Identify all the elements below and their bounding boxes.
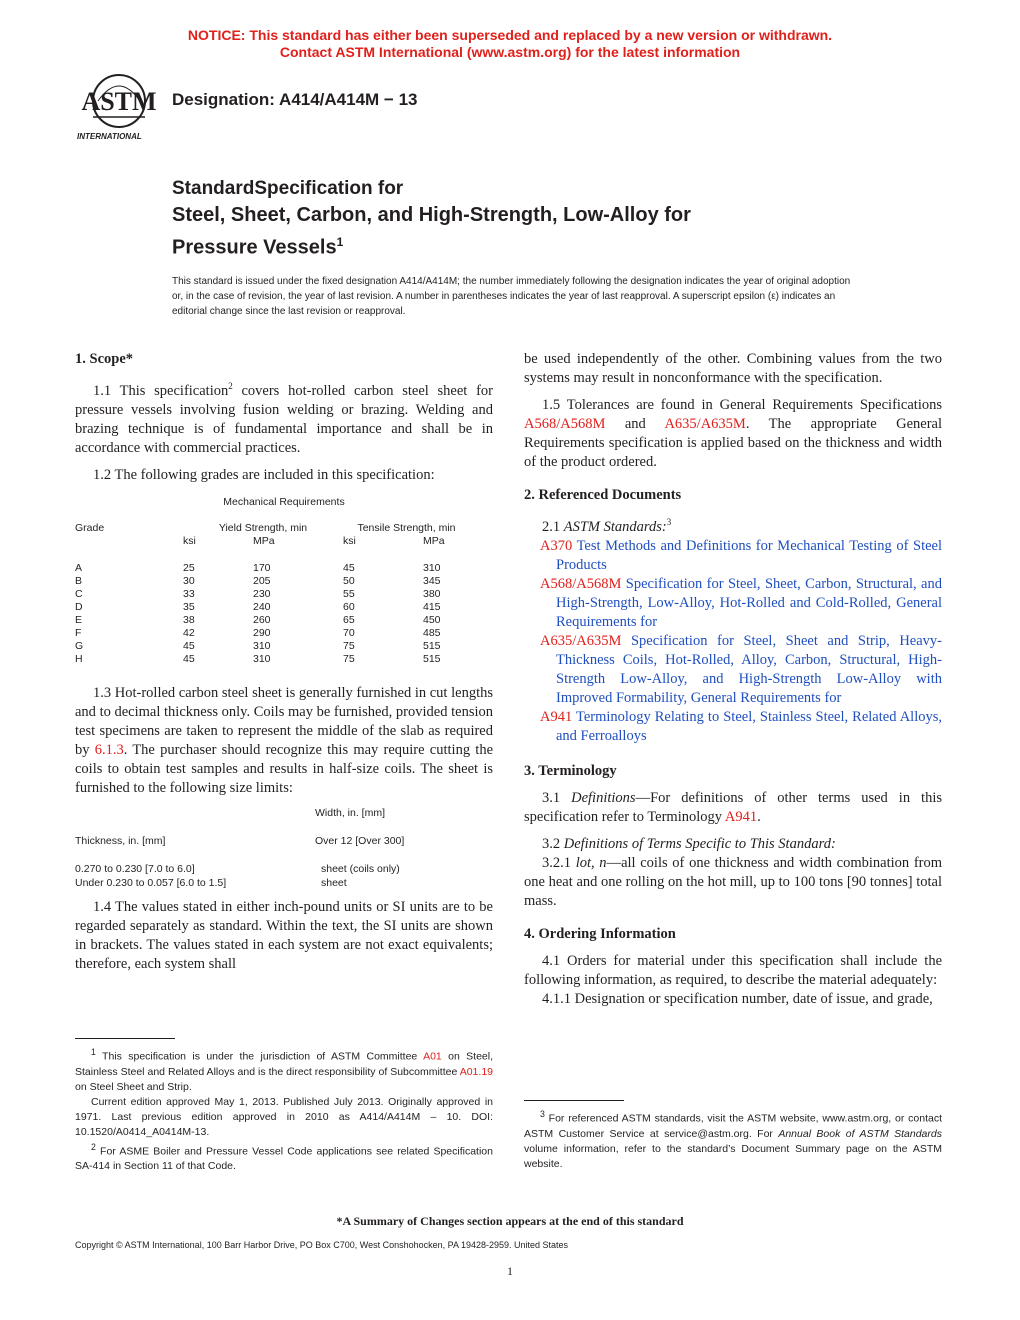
footnote-3-it: Annual Book of ASTM Standards xyxy=(778,1127,942,1140)
grade-cell: 35 xyxy=(183,600,195,613)
grade-cell: A xyxy=(75,561,83,574)
para-1-5-c: . The appropriate General Requirements specification is applied based on the thickness and width of the product ordered. xyxy=(524,416,942,470)
para-1-3-b: . The purchaser should recognize this may require cutting the coils to obtain test samples and results in half-size coils. The sheet is furnished to the following size limits: xyxy=(75,741,494,796)
grade-cell: 45 xyxy=(183,639,195,652)
title-line-2: Steel, Sheet, Carbon, and High-Strength, Low-Alloy for xyxy=(172,204,691,226)
title-footnote-ref[interactable]: 1 xyxy=(336,235,344,249)
footnotes-right xyxy=(524,1100,942,1172)
reference-code-link[interactable]: A635/A635M xyxy=(540,632,622,649)
section-heading-refdocs: 2. Referenced Documents xyxy=(524,487,682,503)
grade-cell: 515 xyxy=(423,639,441,652)
title-line-1: StandardSpecification for xyxy=(172,178,404,199)
footnote-1-b: on Steel, Stainless Steel and Related Alloys and is the direct responsibility of Subcommittee xyxy=(75,1050,493,1078)
para-1-4: 1.4 The values stated in either inch-pound units or SI units are to be regarded separately as standard. Within the text, the SI units are shown in brackets. The values stated in each system are not exact equivalents; therefore, each system shall xyxy=(75,898,493,972)
hdr-yield: Yield Strength, min xyxy=(218,521,308,534)
referenced-standards-list xyxy=(524,537,942,746)
grade-cell: C xyxy=(75,587,83,600)
hdr-grade: Grade xyxy=(75,521,105,534)
grade-row xyxy=(75,627,470,640)
para-1-5-b: and xyxy=(605,416,665,432)
footnote-rule-left xyxy=(75,1038,175,1039)
grade-cell: 485 xyxy=(423,626,441,639)
title-line-3 xyxy=(172,229,691,262)
grade-row xyxy=(75,640,470,653)
grade-cell: 205 xyxy=(253,574,271,587)
page-number: 1 xyxy=(507,1264,513,1278)
grade-cell: 415 xyxy=(423,600,441,613)
size-limits-table xyxy=(75,806,493,890)
link-a568[interactable]: A568/A568M xyxy=(524,416,606,432)
para-3-2-num: 3.2 xyxy=(542,835,564,852)
link-6-1-3[interactable]: 6.1.3 xyxy=(94,741,124,758)
para-1-5 xyxy=(524,396,942,472)
grade-cell: 260 xyxy=(253,613,271,626)
size-row xyxy=(75,862,493,876)
reference-item xyxy=(524,537,942,575)
footnote-3 xyxy=(524,1107,942,1172)
right-column xyxy=(524,350,942,1017)
hdr-mpa-1: MPa xyxy=(253,534,275,547)
para-1-5-a: 1.5 Tolerances are found in General Requirements Specifications xyxy=(542,397,942,413)
footnote-1-marker: 1 xyxy=(91,1047,96,1057)
reference-title-link[interactable]: Specification for Steel, Sheet, Carbon, Structural, and High-Strength, Low-Alloy, Hot-Rolled and Cold-Rolled, General Requirements for xyxy=(556,575,942,630)
reference-item xyxy=(524,575,942,632)
grade-rows xyxy=(75,562,470,666)
grade-cell: 310 xyxy=(253,652,271,665)
reference-code-link[interactable]: A370 xyxy=(540,537,573,554)
copyright-line: Copyright © ASTM International, 100 Barr Harbor Drive, PO Box C700, West Conshohocken, PA 19428-2959. United States xyxy=(75,1240,569,1250)
para-3-1-it: Definitions xyxy=(571,789,636,806)
grade-cell: 290 xyxy=(253,626,271,639)
notice-line-2: Contact ASTM International (www.astm.org) for the latest information xyxy=(279,44,741,60)
grade-cell: H xyxy=(75,652,83,665)
para-4-1-1: 4.1.1 Designation or specification number, date of issue, and grade, xyxy=(542,990,933,1007)
para-3-2-1-it: lot, n xyxy=(575,854,607,871)
grade-cell: 45 xyxy=(343,561,355,574)
footnote-1-a: This specification is under the jurisdiction of ASTM Committee xyxy=(95,1050,424,1063)
reference-title-link[interactable]: Terminology Relating to Steel, Stainless Steel, Related Alloys, and Ferroalloys xyxy=(556,708,942,744)
para-1-2: 1.2 The following grades are included in this specification: xyxy=(93,466,435,483)
reference-title-link[interactable]: Test Methods and Definitions for Mechanical Testing of Steel Products xyxy=(556,537,942,573)
grade-cell: 45 xyxy=(183,652,195,665)
svg-text:ASTM: ASTM xyxy=(81,87,157,116)
para-3-2-1-num: 3.2.1 xyxy=(542,854,576,871)
grade-cell: 42 xyxy=(183,626,195,639)
grade-row xyxy=(75,588,470,601)
para-3-1-num: 3.1 xyxy=(542,789,572,806)
mech-table-caption: Mechanical Requirements xyxy=(223,495,345,508)
footnote-ref-2[interactable]: 2 xyxy=(228,381,233,391)
grade-cell: 230 xyxy=(253,587,271,600)
para-3-1 xyxy=(524,789,942,827)
footnote-ref-3[interactable]: 3 xyxy=(666,517,672,527)
para-2-1-num: 2.1 xyxy=(542,518,564,535)
grade-row xyxy=(75,614,470,627)
footnote-2 xyxy=(75,1140,493,1175)
notice-banner xyxy=(0,27,1020,61)
size-cell: Under 0.230 to 0.057 [6.0 to 1.5] xyxy=(75,876,227,889)
footnote-rule-right xyxy=(524,1100,624,1101)
para-1-4-cont: be used independently of the other. Combining values from the two systems may result in nonconformance with the specification. xyxy=(524,351,942,386)
grade-cell: 75 xyxy=(343,639,355,652)
footnote-3-b: volume information, refer to the standard’s Document Summary page on the ASTM website. xyxy=(524,1142,942,1170)
mechanical-requirements-table xyxy=(75,522,470,666)
size-cell: sheet (coils only) xyxy=(321,862,400,875)
logo-subtitle: INTERNATIONAL xyxy=(77,132,142,141)
para-3-2-1-b: —all coils of one thickness and width combination from one heat and one rolling on the hot mill, up to 100 tons [90 tonnes] total mass. xyxy=(524,854,943,909)
grade-cell: 30 xyxy=(183,574,195,587)
link-a635[interactable]: A635/A635M xyxy=(664,416,746,432)
hdr-ksi-1: ksi xyxy=(183,534,196,547)
size-hdr-over: Over 12 [Over 300] xyxy=(315,834,405,847)
size-row xyxy=(75,876,493,890)
issuance-note: This standard is issued under the fixed designation A414/A414M; the number immediately following the designation indicates the year of original adoption or, in the case of revision, the year of last revision. A number in parentheses indicates the year of last reapproval. A superscript epsilon (ε) indicates an editorial change since the last revision or reapproval. xyxy=(172,276,851,317)
reference-item xyxy=(524,632,942,708)
reference-title-link[interactable]: Specification for Steel, Sheet and Strip, Heavy-Thickness Coils, Hot-Rolled, Alloy, Carbon, Structural, High-Strength Low-Alloy, and High-Strength Low-Alloy with Improved Formability, General Requirements for xyxy=(556,632,942,706)
footnotes-left xyxy=(75,1038,493,1174)
grade-cell: 170 xyxy=(253,561,271,574)
grade-cell: 240 xyxy=(253,600,271,613)
para-1-3-a: 1.3 Hot-rolled carbon steel sheet is generally furnished in cut lengths and to decimal thickness only. Coils may be furnished, provided tension test specimens are taken to represent the middle of the slab as required by xyxy=(75,684,493,758)
summary-of-changes-note: *A Summary of Changes section appears at the end of this standard xyxy=(336,1214,684,1228)
grade-cell: 310 xyxy=(423,561,441,574)
grade-cell: 50 xyxy=(343,574,355,587)
notice-line-1: NOTICE: This standard has either been superseded and replaced by a new version or withdrawn. xyxy=(187,27,833,43)
footnote-2-marker: 2 xyxy=(91,1141,96,1152)
para-3-2-it: Definitions of Terms Specific to This Standard: xyxy=(563,835,836,852)
footnote-2-text: For ASME Boiler and Pressure Vessel Code applications see related Specification SA-414 in Section 11 of that Code. xyxy=(75,1145,493,1172)
size-hdr-width: Width, in. [mm] xyxy=(315,806,386,819)
grade-cell: 55 xyxy=(343,587,355,600)
size-cell: sheet xyxy=(321,876,347,889)
size-cell: 0.270 to 0.230 [7.0 to 6.0] xyxy=(75,862,195,875)
grade-cell: 70 xyxy=(343,626,355,639)
grade-cell: B xyxy=(75,574,83,587)
link-a01-19[interactable]: A01.19 xyxy=(459,1065,493,1078)
para-2-1 xyxy=(524,513,942,537)
grade-row xyxy=(75,562,470,575)
grade-cell: 60 xyxy=(343,600,355,613)
grade-row xyxy=(75,653,470,666)
para-3-1-b: —For definitions of other terms used in this specification refer to Terminology xyxy=(524,789,942,825)
para-3-2-1 xyxy=(524,854,942,911)
hdr-ksi-2: ksi xyxy=(343,534,356,547)
grade-row xyxy=(75,575,470,588)
size-rows xyxy=(75,862,493,890)
grade-cell: G xyxy=(75,639,84,652)
footnote-1-edition: Current edition approved May 1, 2013. Published July 2013. Originally approved in 1971. Last previous edition approved in 2010 as A414/A414M – 10. DOI: 10.1520/A0414_A0414M-13. xyxy=(75,1095,493,1138)
hdr-tensile: Tensile Strength, min xyxy=(357,521,456,534)
grade-cell: F xyxy=(75,626,82,639)
grade-cell: 25 xyxy=(183,561,195,574)
reference-code-link[interactable]: A941 xyxy=(540,708,573,725)
grade-row xyxy=(75,601,470,614)
grade-cell: 310 xyxy=(253,639,271,652)
left-column xyxy=(75,350,493,982)
grade-cell: D xyxy=(75,600,83,613)
para-1-3 xyxy=(75,684,493,798)
hdr-mpa-2: MPa xyxy=(423,534,445,547)
footnote-3-a: For referenced ASTM standards, visit the ASTM website, www.astm.org, or contact ASTM Customer Service at service@astm.org. For xyxy=(524,1112,942,1140)
grade-cell: E xyxy=(75,613,83,626)
section-heading-scope: 1. Scope* xyxy=(75,351,133,367)
footnote-1-c: on Steel Sheet and Strip. xyxy=(75,1080,192,1093)
title-line-3-text: Pressure Vessels xyxy=(172,236,337,259)
para-3-2 xyxy=(524,835,942,854)
grade-cell: 450 xyxy=(423,613,441,626)
para-4-1: 4.1 Orders for material under this specification shall include the following information, as required, to describe the material adequately: xyxy=(524,952,942,988)
section-heading-terminology: 3. Terminology xyxy=(524,762,617,779)
para-1-1 xyxy=(75,377,493,458)
para-1-1-a: 1.1 This specification xyxy=(93,382,229,399)
grade-cell: 65 xyxy=(343,613,355,626)
grade-cell: 380 xyxy=(423,587,441,600)
para-1-1-b: covers hot-rolled carbon steel sheet for pressure vessels involving fusion welding or brazing. Welding and brazing technique is of fundamental importance and shall be in accordance with commercial practices. xyxy=(75,382,493,456)
footnote-1 xyxy=(75,1045,493,1095)
para-3-1-c: . xyxy=(757,808,761,825)
designation: Designation: A414/A414M − 13 xyxy=(172,90,418,109)
footnote-3-marker: 3 xyxy=(540,1109,545,1119)
grade-cell: 345 xyxy=(423,574,441,587)
grade-cell: 515 xyxy=(423,652,441,665)
document-title xyxy=(172,175,691,262)
reference-code-link[interactable]: A568/A568M xyxy=(540,575,622,592)
grade-cell: 38 xyxy=(183,613,195,626)
size-hdr-thickness: Thickness, in. [mm] xyxy=(75,834,166,847)
section-heading-ordering: 4. Ordering Information xyxy=(524,925,676,942)
grade-cell: 33 xyxy=(183,587,195,600)
para-2-1-it: ASTM Standards: xyxy=(563,518,667,535)
reference-item xyxy=(524,708,942,746)
link-a941-term[interactable]: A941 xyxy=(724,808,758,825)
grade-cell: 75 xyxy=(343,652,355,665)
link-a01[interactable]: A01 xyxy=(423,1050,442,1063)
